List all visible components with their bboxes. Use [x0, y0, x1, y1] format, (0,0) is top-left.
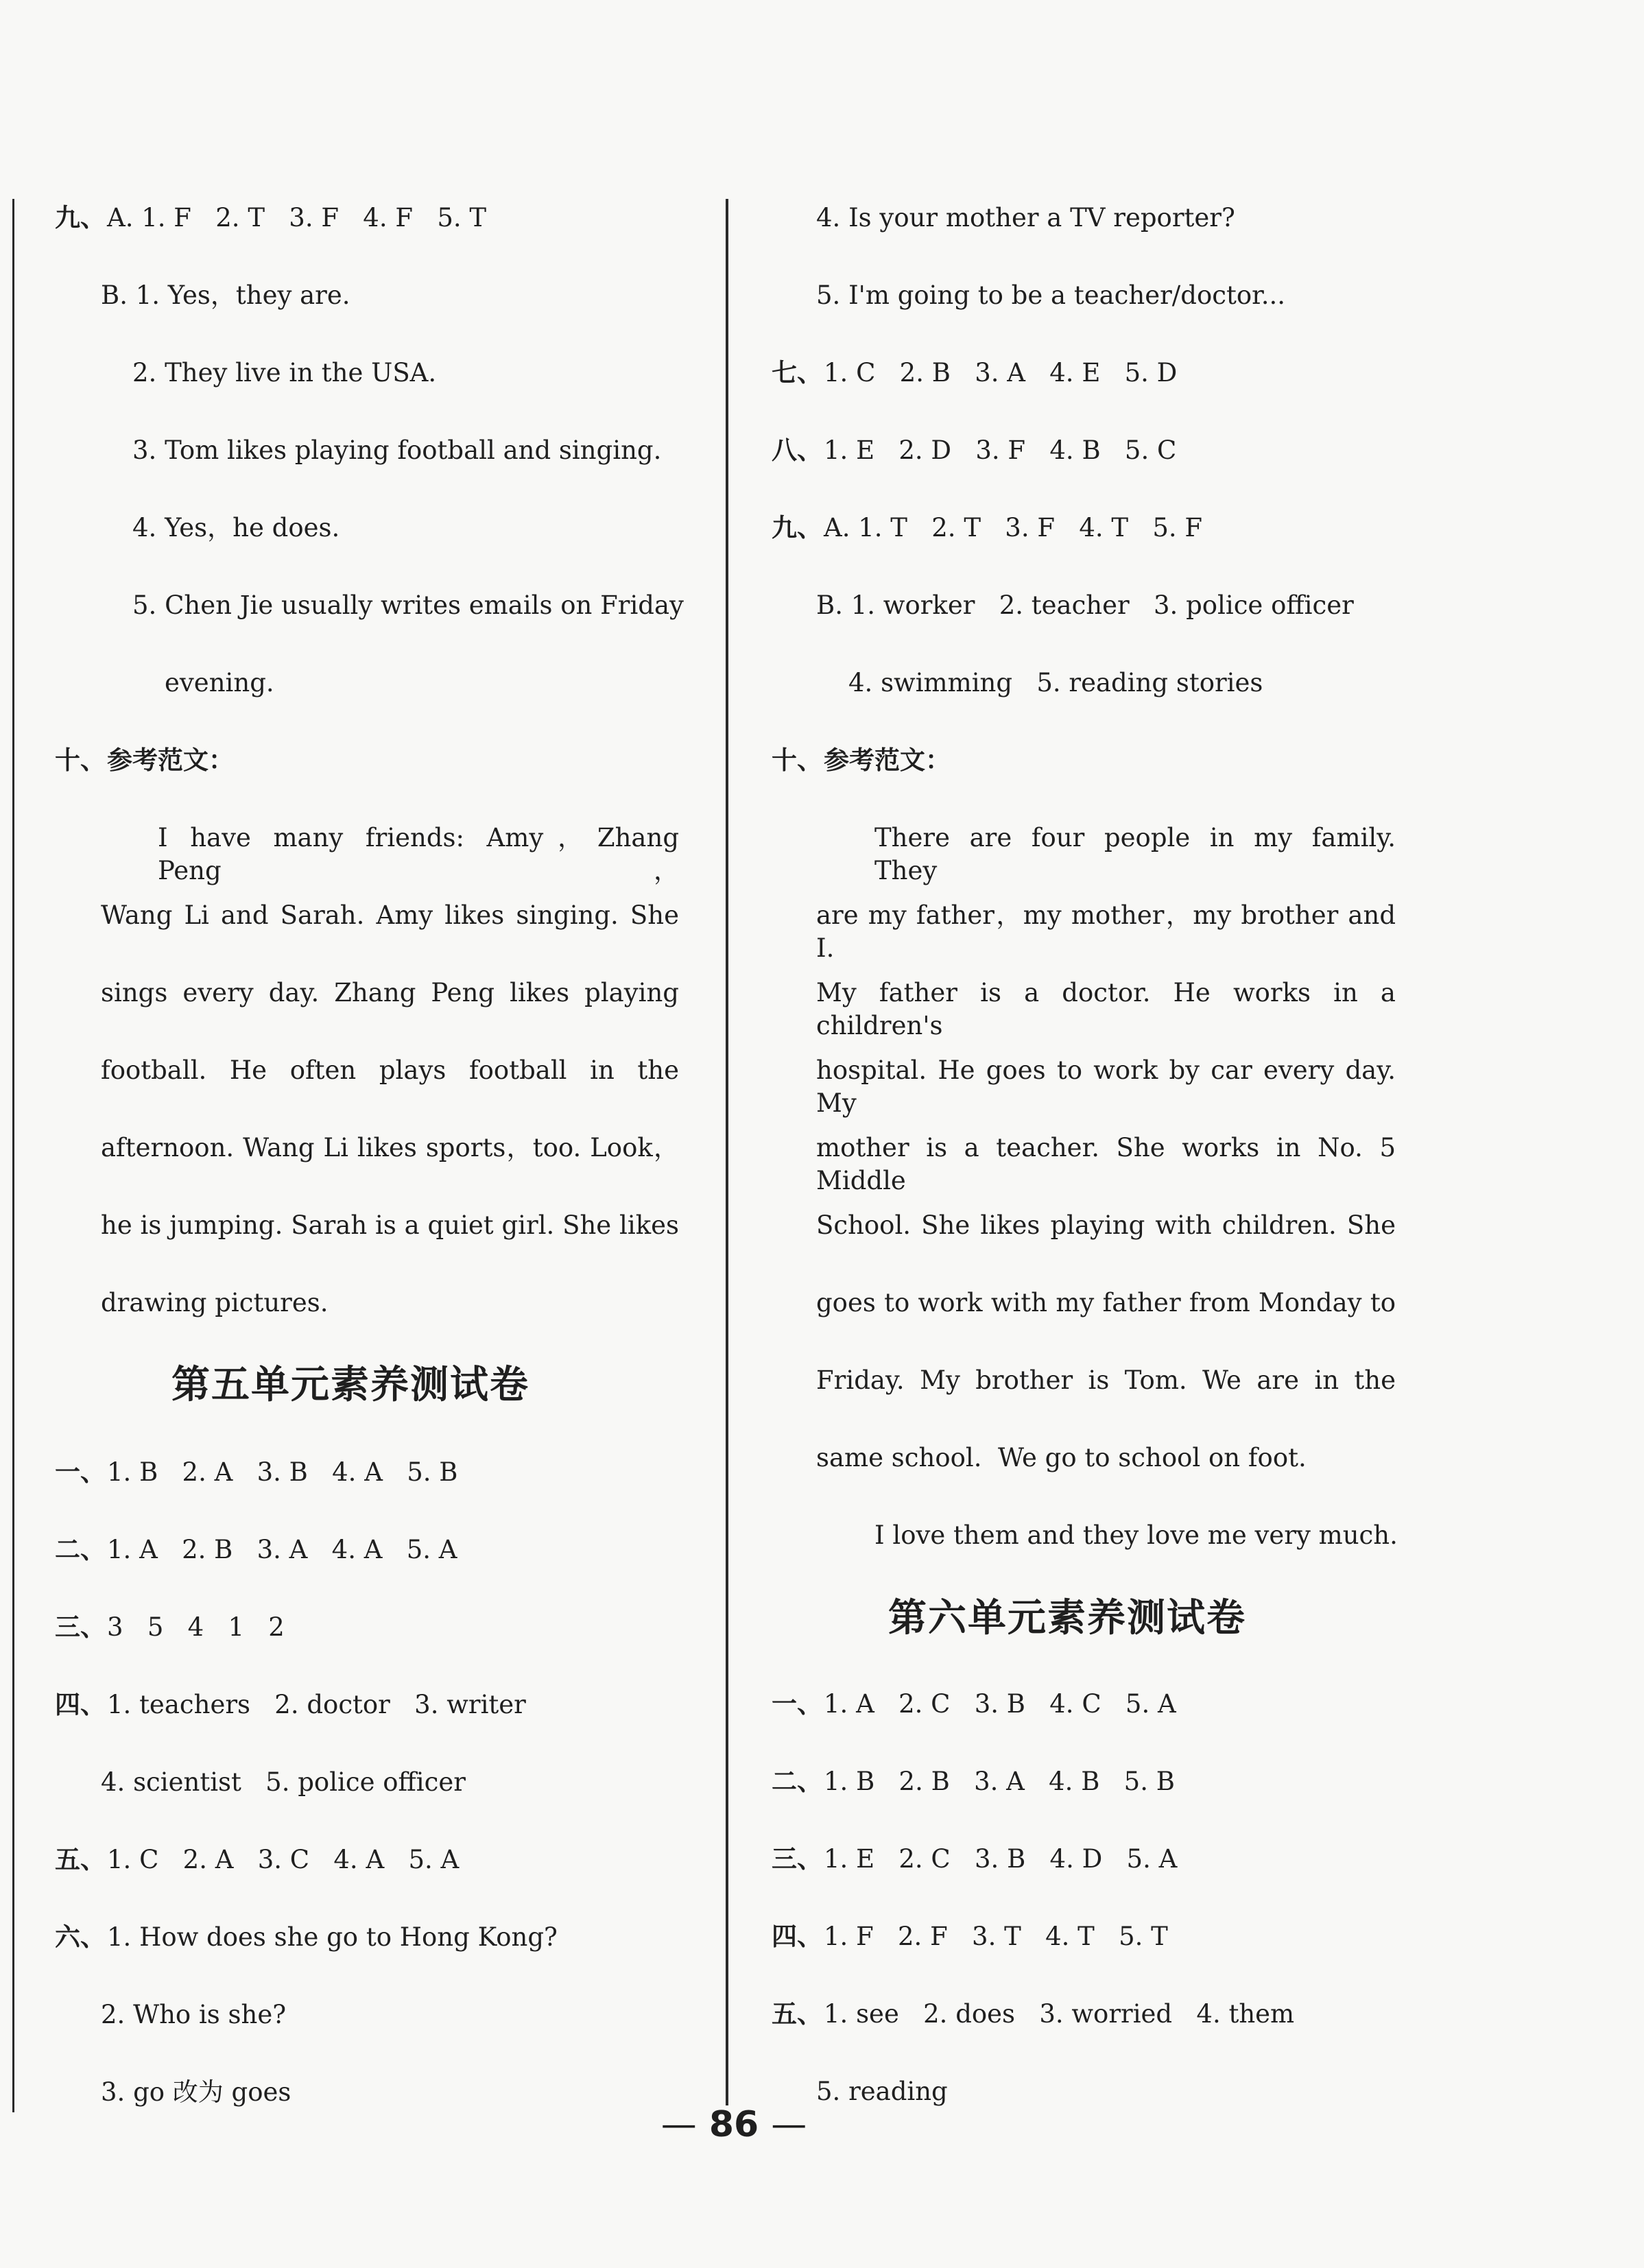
u6-q4 [772, 1920, 1168, 1953]
section-number: 四、 [55, 1690, 106, 1719]
answer-text: A. 1. T 2. T 3. F 4. T 5. F [824, 513, 1203, 542]
answer-text: 1. B 2. A 3. B 4. A 5. B [107, 1457, 458, 1487]
column-divider [726, 199, 728, 2105]
section-number: 十、 [55, 745, 106, 775]
answer-text: 1. C 2. B 3. A 4. E 5. D [824, 358, 1178, 387]
left-s9b-2: 2. They live in the USA. [132, 358, 437, 387]
answer-text: 1. A 2. B 3. A 4. A 5. A [107, 1535, 457, 1564]
dash-left: — [660, 2104, 697, 2145]
u5-q3 [55, 1611, 285, 1644]
answer-text: 1. E 2. D 3. F 4. B 5. C [824, 435, 1177, 465]
u6-q3 [772, 1843, 1177, 1876]
right-s9 [772, 512, 1202, 545]
right-s9c: 4. swimming 5. reading stories [848, 668, 1263, 697]
right-line-1: 4. Is your mother a TV reporter? [816, 203, 1235, 232]
section-number: 五、 [55, 1845, 106, 1874]
left-essay-6: he is jumping. Sarah is a quiet girl. She likes [101, 1210, 679, 1240]
section-number: 二、 [55, 1535, 106, 1564]
answer-text: 1. E 2. C 3. B 4. D 5. A [824, 1844, 1178, 1874]
right-essay-3: My father is a doctor. He works in a children's [816, 978, 1396, 1040]
section-label: 参考范文： [824, 745, 951, 775]
u5-q2 [55, 1533, 457, 1566]
section-number: 六、 [55, 1922, 106, 1952]
left-essay-2: Wang Li and Sarah. Amy likes singing. She [101, 900, 679, 930]
right-s9b: B. 1. worker 2. teacher 3. police officer [816, 590, 1354, 620]
page-number-value: 86 [708, 2104, 759, 2145]
section-number: 九、 [772, 513, 822, 542]
right-essay-5: mother is a teacher. She works in No. 5 Middle [816, 1133, 1396, 1195]
right-s8 [772, 434, 1176, 467]
right-essay-1: There are four people in my family. They [874, 823, 1396, 885]
answer-text: 1. F 2. F 3. T 4. T 5. T [824, 1922, 1168, 1951]
unit6-heading: 第六单元素养测试卷 [888, 1596, 1246, 1640]
u5-q6b: 2. Who is she? [101, 2000, 287, 2029]
answer-text: 1. C 2. A 3. C 4. A 5. A [107, 1845, 460, 1874]
right-essay-8: Friday. My brother is Tom. We are in the [816, 1365, 1396, 1395]
section-number: 一、 [772, 1689, 822, 1719]
left-essay-3: sings every day. Zhang Peng likes playing [101, 978, 679, 1007]
u6-q5b: 5. reading [816, 2077, 948, 2106]
left-margin-rule [12, 199, 14, 2112]
right-line-2: 5. I'm going to be a teacher/doctor... [816, 280, 1285, 310]
section-number: 三、 [772, 1844, 822, 1874]
page-number [658, 2104, 809, 2145]
left-essay-7: drawing pictures. [101, 1288, 329, 1317]
right-essay-2: are my father，my mother，my brother and I. [816, 900, 1396, 963]
left-s10-line [55, 744, 235, 777]
left-essay-5: afternoon. Wang Li likes sports，too. Look， [101, 1133, 679, 1162]
right-essay-7: goes to work with my father from Monday to [816, 1288, 1396, 1317]
answer-text: 1. teachers 2. doctor 3. writer [107, 1690, 526, 1719]
left-s9b-5: 5. Chen Jie usually writes emails on Friday [132, 590, 684, 620]
u5-q4 [55, 1688, 526, 1721]
section-number: 四、 [772, 1922, 822, 1951]
u6-q1 [772, 1688, 1176, 1721]
left-s9b-6: evening. [165, 668, 274, 697]
answer-text: 1. A 2. C 3. B 4. C 5. A [824, 1689, 1176, 1719]
dash-right: — [771, 2104, 807, 2145]
right-essay-10: I love them and they love me very much. [874, 1520, 1398, 1550]
section-label: 参考范文： [107, 745, 234, 775]
u6-q2 [772, 1765, 1175, 1798]
section-number: 二、 [772, 1767, 822, 1796]
left-s9b-1: B. 1. Yes，they are. [101, 280, 350, 310]
left-s9b-4: 4. Yes，he does. [132, 513, 340, 542]
answer-text: 1. see 2. does 3. worried 4. them [824, 1999, 1295, 2029]
left-s9-line [55, 202, 486, 235]
answer-text: A. 1. F 2. T 3. F 4. F 5. T [107, 203, 487, 232]
right-s7 [772, 357, 1177, 390]
right-essay-6: School. She likes playing with children. She [816, 1210, 1396, 1240]
unit5-heading: 第五单元素养测试卷 [171, 1363, 529, 1407]
section-number: 一、 [55, 1457, 106, 1487]
right-essay-9: same school. We go to school on foot. [816, 1443, 1307, 1472]
left-s9b-3: 3. Tom likes playing football and singing. [132, 435, 662, 465]
answer-text: 1. How does she go to Hong Kong? [107, 1922, 558, 1952]
right-s10 [772, 744, 952, 777]
right-essay-4: hospital. He goes to work by car every day. My [816, 1055, 1396, 1118]
left-essay-1: I have many friends: Amy，Zhang Peng， [158, 823, 679, 885]
section-number: 八、 [772, 435, 822, 465]
section-number: 十、 [772, 745, 822, 775]
section-number: 五、 [772, 1999, 822, 2029]
u5-q6c: 3. go 改为 goes [101, 2077, 291, 2107]
section-number: 三、 [55, 1612, 106, 1642]
u5-q1 [55, 1456, 457, 1489]
section-number: 九、 [55, 203, 106, 232]
u6-q5 [772, 1998, 1294, 2031]
u5-q4b: 4. scientist 5. police officer [101, 1767, 466, 1797]
u5-q5 [55, 1843, 459, 1876]
u5-q6 [55, 1921, 558, 1954]
answer-text: 3 5 4 1 2 [107, 1612, 285, 1642]
answer-text: 1. B 2. B 3. A 4. B 5. B [824, 1767, 1175, 1796]
section-number: 七、 [772, 358, 822, 387]
left-essay-4: football. He often plays football in the [101, 1055, 679, 1085]
